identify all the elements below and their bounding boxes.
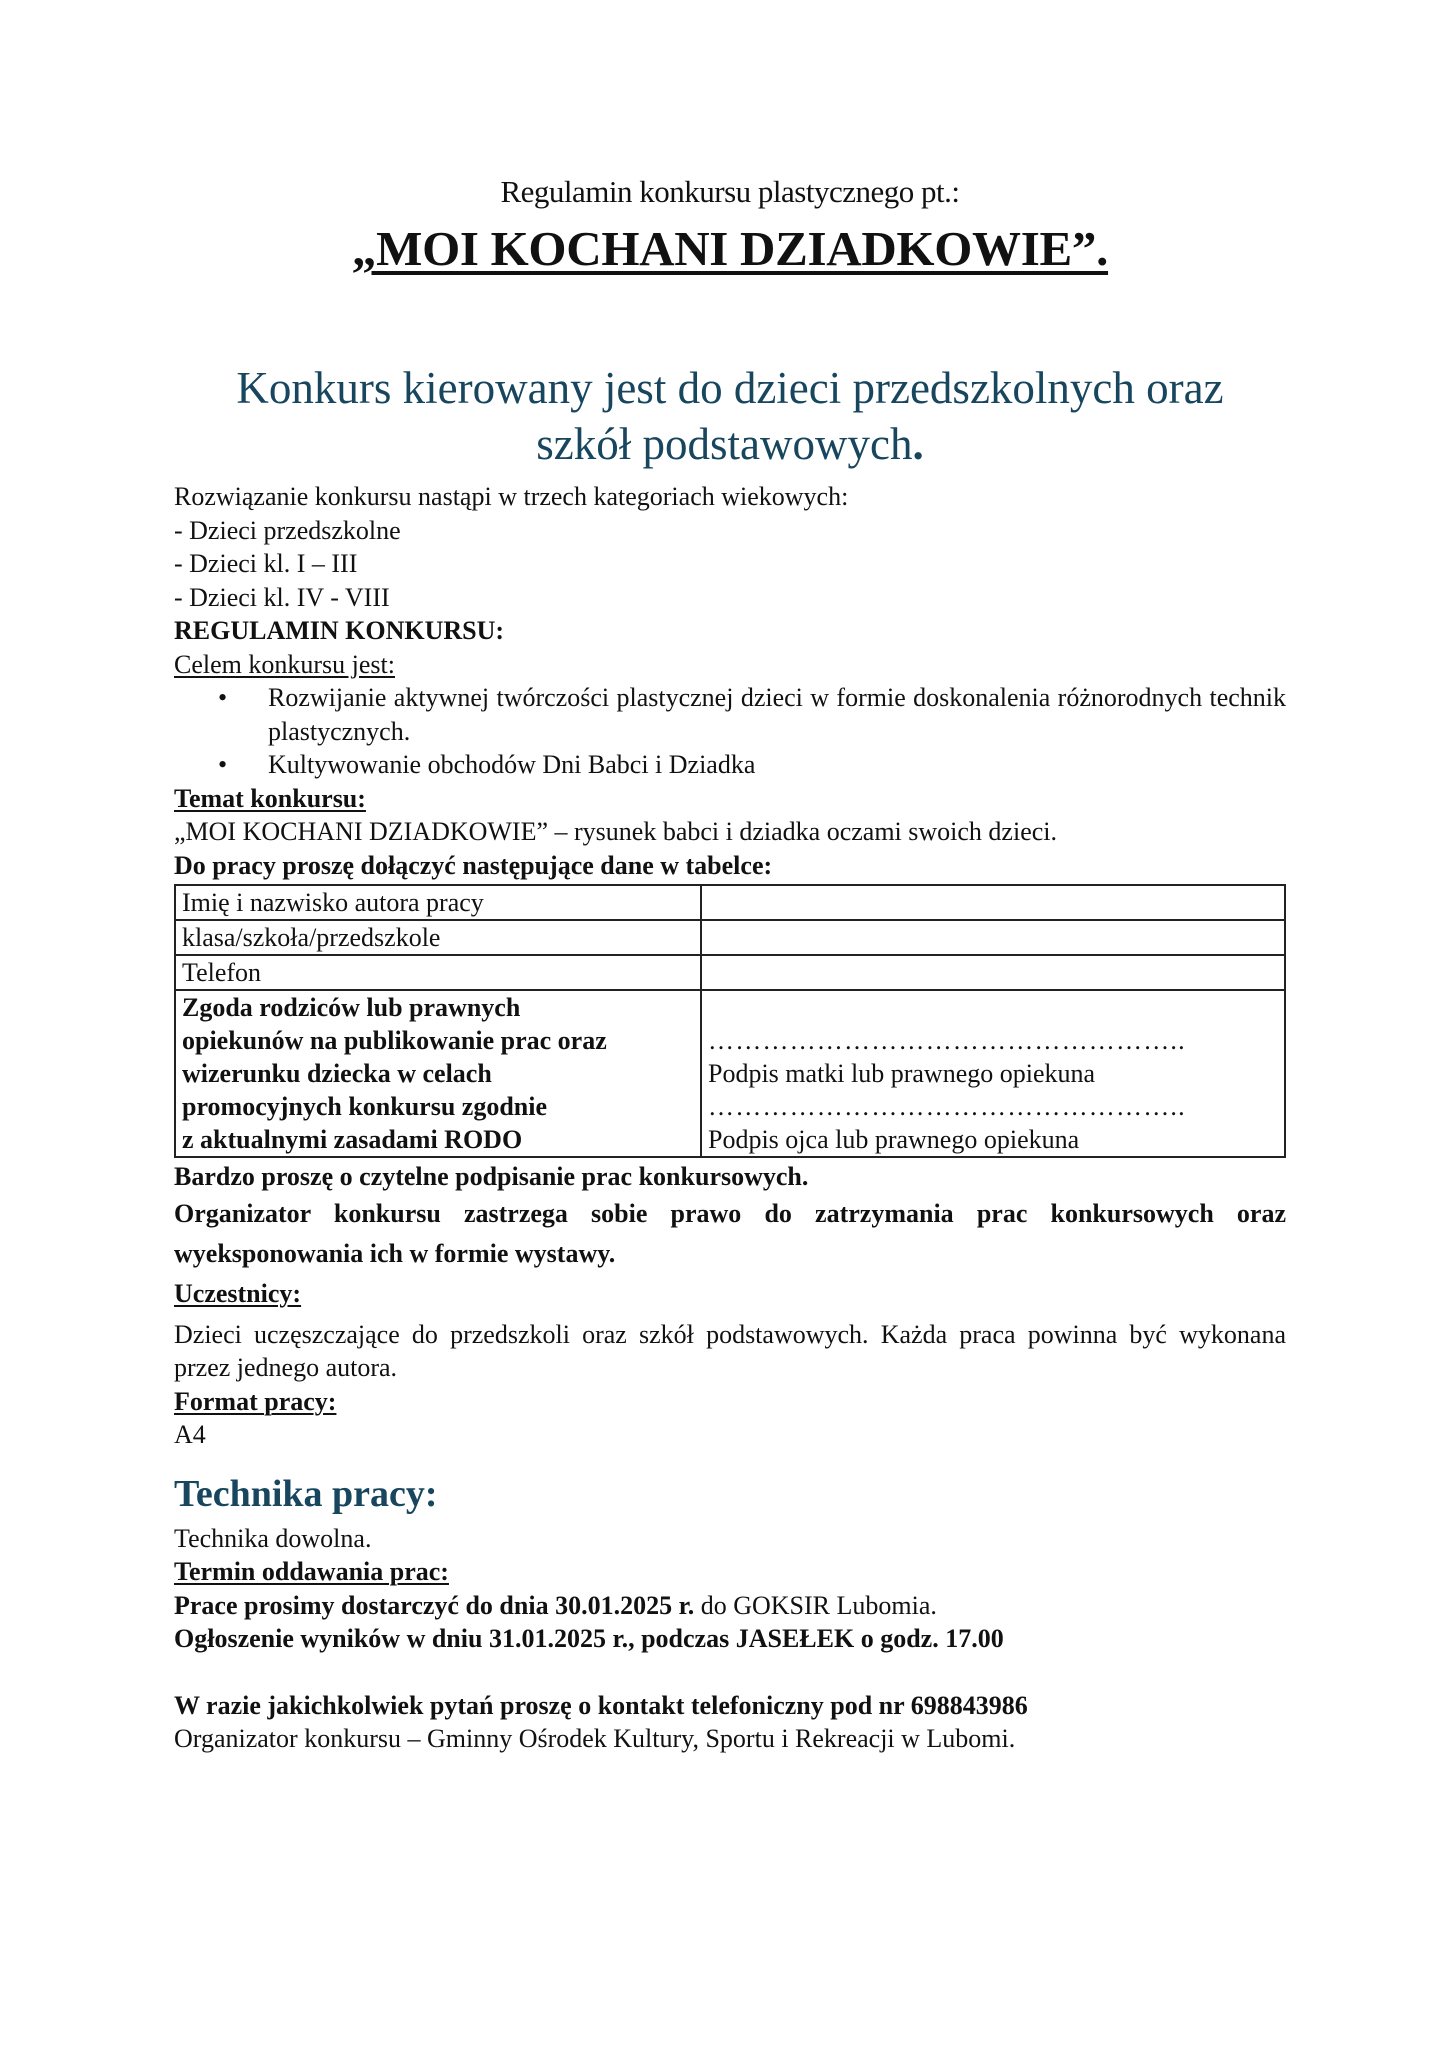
goal-item: [218, 748, 1286, 782]
bullet-icon: •: [218, 683, 228, 712]
table-row-consent: [175, 990, 1285, 1157]
participants-text: Dzieci uczęszczające do przedszkoli oraz szkół podstawowych. Każda praca powinna być wykonana przez jednego autora.: [174, 1319, 1286, 1382]
delivery-place: do GOKSIR Lubomia.: [694, 1590, 937, 1620]
consent-line: opiekunów na publikowanie prac oraz: [182, 1026, 607, 1055]
target-audience-line-2: [174, 416, 1286, 472]
table-cell-author-name-value[interactable]: [701, 885, 1285, 920]
format-value: A4: [174, 1420, 206, 1449]
document-body: [174, 480, 1286, 1756]
bullet-icon: •: [218, 750, 228, 779]
contact-phone-line: W razie jakichkolwiek pytań proszę o kontakt telefoniczny pod nr 698843986: [174, 1690, 1028, 1720]
table-cell-label: Telefon: [175, 955, 701, 990]
target-audience-heading: [174, 360, 1286, 472]
document-subtitle: Regulamin konkursu plastycznego pt.:: [500, 174, 960, 209]
signature-cell: [701, 990, 1285, 1157]
theme-text: „MOI KOCHANI DZIADKOWIE” – rysunek babci i dziadka oczami swoich dzieci.: [174, 817, 1057, 846]
category-item: - Dzieci przedszkolne: [174, 515, 401, 545]
document-title: [174, 220, 1286, 277]
table-cell-label: Imię i nazwisko autora pracy: [175, 885, 701, 920]
table-row: [175, 955, 1285, 990]
goal-text: Kultywowanie obchodów Dni Babci i Dziadka: [268, 750, 756, 779]
mother-signature-caption: Podpis matki lub prawnego opiekuna: [708, 1059, 1096, 1088]
goal-text: Rozwijanie aktywnej twórczości plastycznej dzieci w formie doskonalenia różnorodnych technik plastycznych.: [268, 683, 1286, 746]
categories-intro: Rozwiązanie konkursu nastąpi w trzech kategoriach wiekowych:: [174, 482, 849, 511]
table-cell-class-school-value[interactable]: [701, 920, 1285, 955]
category-item: - Dzieci kl. I – III: [174, 549, 358, 578]
delivery-line: [174, 1589, 1286, 1623]
mother-signature-line[interactable]: ……………………………………………..: [708, 1026, 1186, 1055]
table-row: [175, 920, 1285, 955]
category-item: - Dzieci kl. IV - VIII: [174, 582, 390, 612]
document-title-text: „MOI KOCHANI DZIADKOWIE”.: [351, 221, 1109, 276]
table-cell-phone-value[interactable]: [701, 955, 1285, 990]
goal-item: [218, 681, 1286, 748]
technique-value: Technika dowolna.: [174, 1523, 372, 1553]
consent-line: Zgoda rodziców lub prawnych: [182, 993, 521, 1022]
organizer-rights-note: Organizator konkursu zastrzega sobie prawo do zatrzymania prac konkursowych oraz wyeksponowania ich w formie wystawy.: [174, 1198, 1286, 1268]
table-cell-label: klasa/szkoła/przedszkole: [175, 920, 701, 955]
target-audience-line-1: Konkurs kierowany jest do dzieci przedszkolnych oraz: [236, 363, 1224, 413]
consent-label: [175, 990, 701, 1157]
consent-line: wizerunku dziecka w celach: [182, 1059, 492, 1088]
consent-line: promocyjnych konkursu zgodnie: [182, 1092, 548, 1121]
theme-label: Temat konkursu:: [174, 783, 366, 813]
goals-label: Celem konkursu jest:: [174, 649, 395, 679]
technique-heading: Technika pracy:: [174, 1472, 438, 1515]
organizer-line: Organizator konkursu – Gminny Ośrodek Kultury, Sportu i Rekreacji w Lubomi.: [174, 1724, 1016, 1753]
delivery-date: Prace prosimy dostarczyć do dnia 30.01.2025 r.: [174, 1590, 695, 1620]
format-label: Format pracy:: [174, 1386, 337, 1416]
regulations-heading: REGULAMIN KONKURSU:: [174, 616, 505, 645]
father-signature-line[interactable]: ……………………………………………..: [708, 1092, 1186, 1121]
entry-form-table: [174, 884, 1286, 1158]
consent-line: z aktualnymi zasadami RODO: [182, 1125, 523, 1154]
table-row: [175, 885, 1285, 920]
target-audience-period: .: [912, 419, 924, 469]
father-signature-caption: Podpis ojca lub prawnego opiekuna: [708, 1125, 1080, 1154]
participants-label: Uczestnicy:: [174, 1278, 302, 1308]
goals-list: [174, 681, 1286, 782]
results-announcement: Ogłoszenie wyników w dniu 31.01.2025 r., podczas JASEŁEK o godz. 17.00: [174, 1624, 1004, 1653]
target-audience-line-2-text: szkół podstawowych: [536, 419, 913, 469]
attach-label: Do pracy proszę dołączyć następujące dane w tabelce:: [174, 850, 773, 880]
legible-signing-note: Bardzo proszę o czytelne podpisanie prac konkursowych.: [174, 1162, 809, 1191]
deadline-label: Termin oddawania prac:: [174, 1557, 449, 1586]
